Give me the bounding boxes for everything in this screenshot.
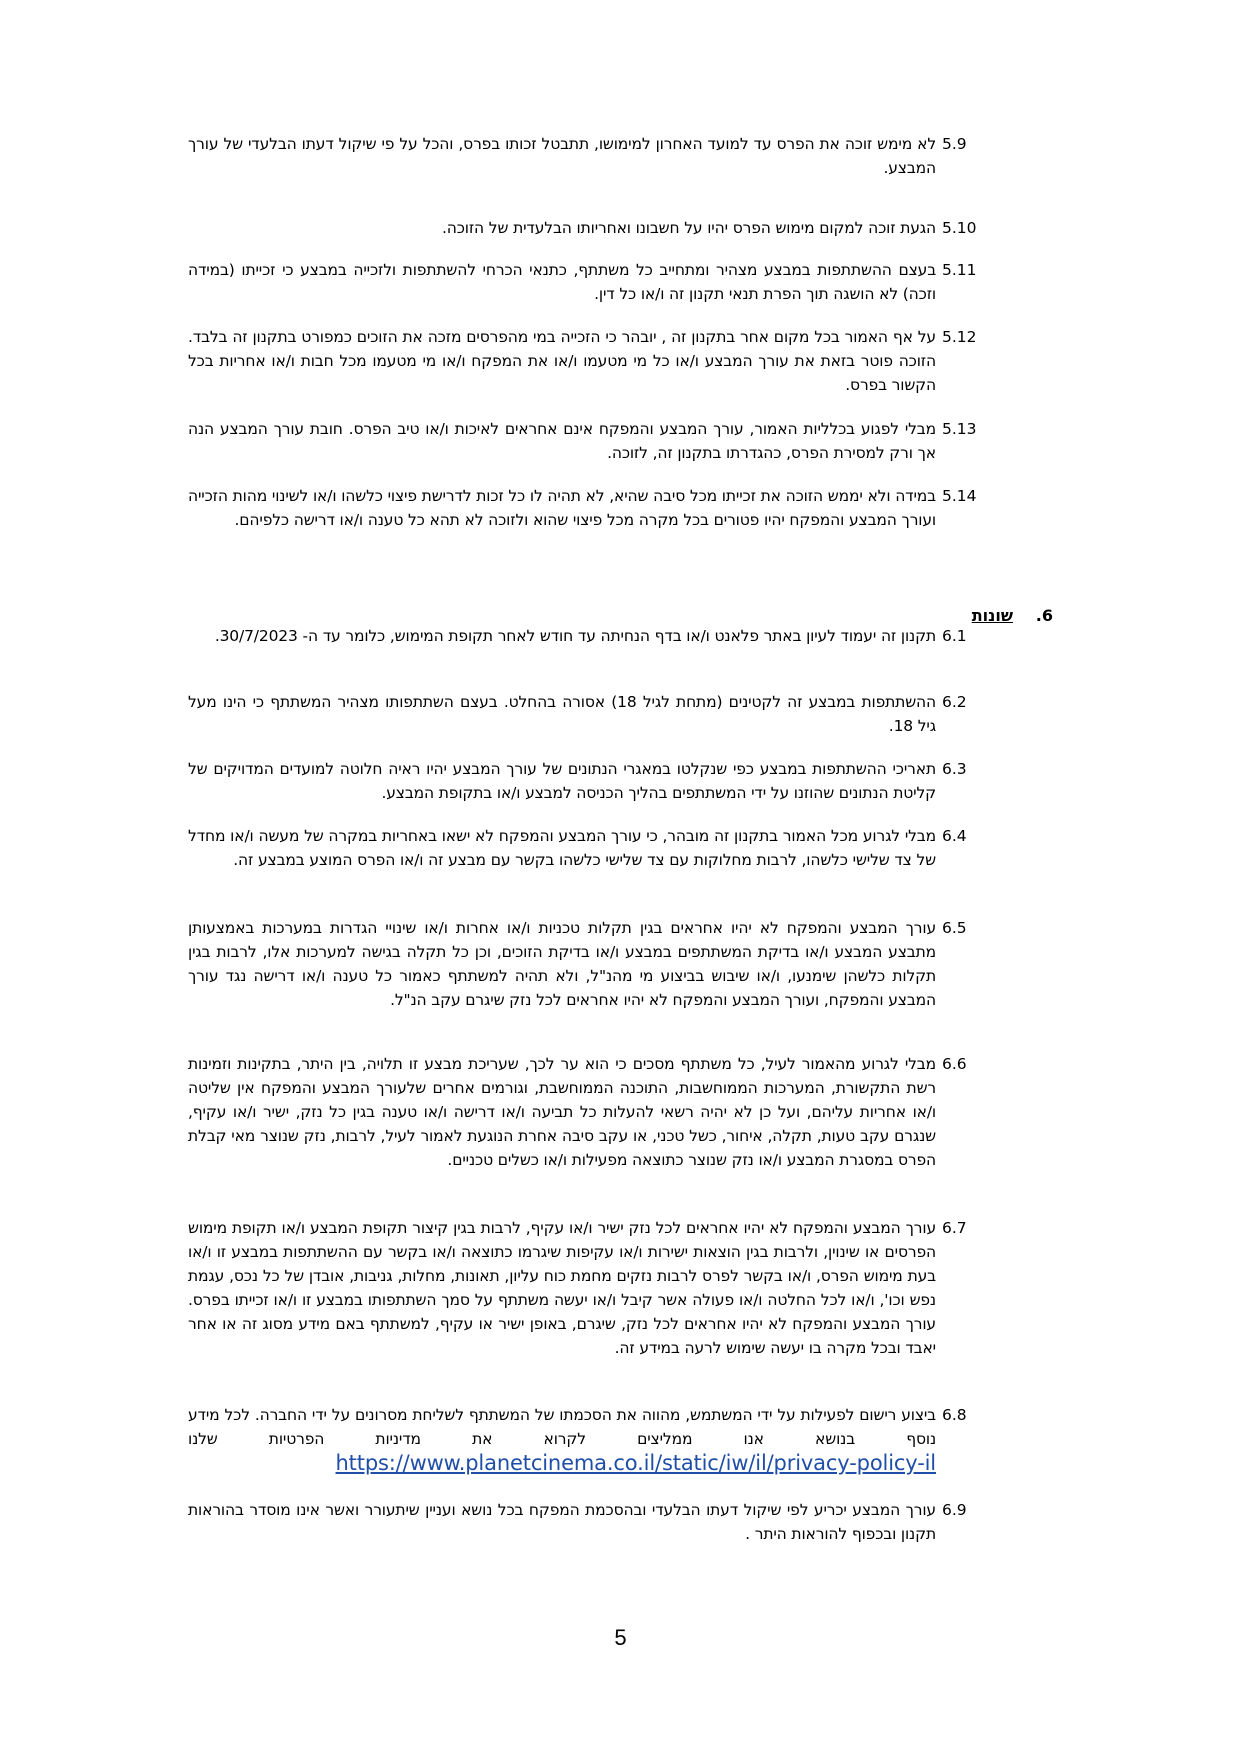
page-number: 5 (614, 1625, 627, 1650)
clause-6-5 (188, 916, 1022, 1009)
section-number: 6. (1035, 606, 1053, 625)
clause-text: עורך המבצע יכריע לפי שיקול דעתו הבלעדי ובהסכמת המפקח בכל נושא ועניין שיתעורר ואשר אינו מוסדר בהוראות תקנון ובכפוף להוראות היתר . (188, 1501, 936, 1543)
clause-5-13 (188, 417, 1022, 477)
clause-text: על אף האמור בכל מקום אחר בתקנון זה , יובהר כי הזכייה במי מהפרסים מזכה את הזוכים כמפורט בתקנון זה בלבד. הזוכה פוטר בזאת את עורך המבצע ו/או כל מי מטעמו ו/או את המפקח ו/או מי מטעמו מכל חבות ו/או אחריות בכל הקשור בפרס. (188, 328, 936, 394)
clause-text: עורך המבצע והמפקח לא יהיו אחראים לכל נזק ישיר ו/או עקיף, לרבות בגין קיצור תקופת המבצע ו/או תקופת מימוש הפרסים או שינוין, ולרבות בגין הוצאות ישירות ו/או עקיפות שיגרמו כתוצאה ו/או בקשר עם ההשתתפות במבצע זו ו/או בעת מימוש הפרס, ו/או בקשר לפרס לרבות נזקים מחמת כוח עליון, תאונות, מחלות, גניבות, אובדן של כל נכס, עגמת נפש וכו', ו/או לכל החלטה ו/או פעולה אשר קיבל ו/או יעשה משתתף על סמך השתתפותו במבצע זו ו/או זכייתו בפרס. עורך המבצע והמפקח לא יהיו אחראים לכל נזק, שיגרם, באופן ישיר או עקיף, למשתתף באם מידע מסוג זה או אחר יאבד ובכל מקרה בו יעשה שימוש לרעה במידע זה. (188, 1219, 936, 1357)
clause-number: 6.6 (942, 1055, 967, 1073)
clause-6-7 (188, 1216, 1022, 1357)
clause-text: מבלי לגרוע מהאמור לעיל, כל משתתף מסכים כי הוא ער לכך, שעריכת מבצע זו תלויה, בין היתר, בתקינות וזמינות רשת התקשורת, המערכות הממוחשבות, התוכנה הממוחשבת, וגורמים אחרים שלעורך המבצע והמפקח אין שליטה ו/או אחריות עליהם, ועל כן לא יהיה רשאי להעלות כל תביעה ו/או דרישה ו/או טענה בגין כל נזק, ישיר ו/או עקיף, שנגרם עקב טעות, תקלה, איחור, כשל טכני, או עקב סיבה אחרת הנוגעת לאמור לעיל, לרבות, נזק שנוצר מאי קבלת הפרס במסגרת המבצע ו/או נזק שנוצר כתוצאה מפעילות ו/או כשלים טכניים. (188, 1055, 936, 1169)
clause-6-4 (188, 824, 1022, 884)
clause-number: 6.7 (942, 1219, 967, 1237)
clause-text: עורך המבצע והמפקח לא יהיו אחראים בגין תקלות טכניות ו/או אחרות ו/או שינויי הגדרות במערכות באמצעותן מתבצע המבצע ו/או בדיקת המשתתפים במבצע ו/או בדיקת הזוכים, וכן כל תקלה בגישה למערכות אלו, לרבות בגין תקלות כלשהן שימנעו, ו/או שיבוש בביצוע מי מהנ"ל, ולא תהיה למשתתף כאמור כל טענה ו/או דרישה נגד עורך המבצע והמפקח, ועורך המבצע והמפקח לא יהיו אחראים לכל נזק שיגרם עקב הנ"ל. (188, 919, 936, 1009)
clause-6-3 (188, 757, 1022, 817)
section-title: שונות (971, 606, 1013, 625)
clause-number: 6.5 (942, 919, 967, 937)
clause-6-8 (188, 1403, 1022, 1475)
clause-5-9 (188, 132, 1022, 192)
clause-text-body: ביצוע רישום לפעילות על ידי המשתמש, מהווה את הסכמתו של המשתתף לשליחת מסרונים על ידי החברה. לכל מידע נוסף בנושא אנו ממליצים לקרוא את מדיניות הפרטיות שלנו (188, 1406, 936, 1448)
clause-text: בעצם ההשתתפות במבצע מצהיר ומתחייב כל משתתף, כתנאי הכרחי להשתתפות ולזכייה במבצע כי זכייתו (במידה וזכה) לא הושגה תוך הפרת תנאי תקנון זה ו/או כל דין. (188, 261, 936, 303)
clause-number: 5.14 (942, 487, 977, 505)
clause-5-14 (188, 484, 1022, 544)
clause-5-11 (188, 258, 1022, 318)
clause-6-6 (188, 1052, 1022, 1169)
clause-text: תאריכי ההשתתפות במבצע כפי שנקלטו במאגרי הנתונים של עורך המבצע יהיו ראיה חלוטה למועדים המדויקים של קליטת הנתונים שהוזנו על ידי המשתתפים בהליך הכניסה למבצע ו/או בתקופת המבצע. (188, 760, 936, 802)
clause-text: במידה ולא יממש הזוכה את זכייתו מכל סיבה שהיא, לא תהיה לו כל זכות לדרישת פיצוי כלשהו ו/או לשינוי מהות הזכייה ועורך המבצע והמפקח יהיו פטורים בכל מקרה מכל פיצוי שהוא ולזוכה לא תהא כל טענה ו/או דרישה כלפיהם. (188, 487, 936, 529)
clause-text: הגעת זוכה למקום מימוש הפרס יהיו על חשבונו ואחריותו הבלעדית של הזוכה. (441, 219, 936, 237)
clause-number: 6.4 (942, 827, 967, 845)
clause-number: 5.10 (942, 219, 977, 237)
clause-text: לא מימש זוכה את הפרס עד למועד האחרון למימושו, תתבטל זכותו בפרס, והכל על פי שיקול דעתו הבלעדי של עורך המבצע. (188, 135, 936, 177)
clause-text (188, 1403, 936, 1477)
clause-number: 6.9 (942, 1501, 967, 1519)
clause-6-1 (188, 624, 1022, 684)
clause-number: 6.8 (942, 1406, 967, 1424)
clause-text: תקנון זה יעמוד לעיון באתר פלאנט ו/או בדף הנחיתה עד חודש לאחר תקופת המימוש, כלומר עד ה- 30/7/2023. (214, 627, 936, 645)
clause-text: מבלי לפגוע בכלליות האמור, עורך המבצע והמפקח אינם אחראים לאיכות ו/או טיב הפרס. חובת עורך המבצע הנה אך ורק למסירת הפרס, כהגדרתו בתקנון זה, לזוכה. (188, 420, 936, 462)
clause-number: 5.12 (942, 328, 977, 346)
clause-number: 6.2 (942, 693, 967, 711)
clause-5-12 (188, 325, 1022, 394)
clause-number: 6.1 (942, 627, 967, 645)
privacy-policy-link[interactable]: https://www.planetcinema.co.il/static/iw/il/privacy-policy-il (335, 1451, 936, 1475)
clause-number: 5.9 (942, 135, 967, 153)
clause-number: 5.13 (942, 420, 977, 438)
clause-text: מבלי לגרוע מכל האמור בתקנון זה מובהר, כי עורך המבצע והמפקח לא ישאו באחריות במקרה של מעשה ו/או מחדל של צד שלישי כלשהו, לרבות מחלוקות עם צד שלישי כלשהו בקשר עם מבצע זה ו/או הפרס המוצע במבצע זה. (188, 827, 936, 869)
clause-number: 6.3 (942, 760, 967, 778)
clause-number: 5.11 (942, 261, 977, 279)
clause-6-2 (188, 690, 1022, 750)
clause-text: ההשתתפות במבצע זה לקטינים (מתחת לגיל 18) אסורה בהחלט. בעצם השתתפותו מצהיר המשתתף כי הינו מעל גיל 18. (188, 693, 936, 735)
clause-6-9 (188, 1498, 1022, 1558)
